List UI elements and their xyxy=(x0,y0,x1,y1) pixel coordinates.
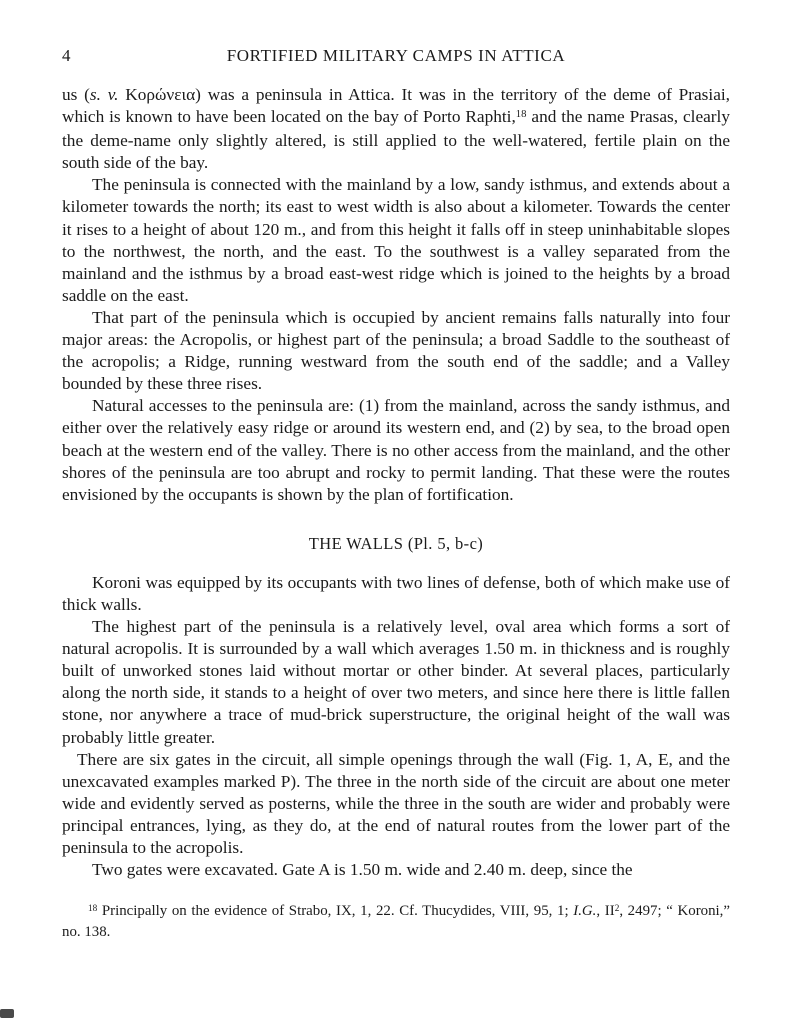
paragraph-2: The peninsula is connected with the mainland by a low, sandy isthmus, and extends about a kilometer towards the north; its east to west width is also about a kilometer. Towards the center it rises to a height of about 120 m., and from this height it falls off in steep uninhabitable slopes to the northwest, the north, and the east. To the southwest is a valley separated from the mainland and the isthmus by a broad east-west ridge which is joined to the heights by a broad saddle on the east. xyxy=(62,175,730,305)
footnote-superscript-2: 2 xyxy=(614,903,620,914)
scan-artifact xyxy=(0,1009,14,1018)
paragraph-4: Natural accesses to the peninsula are: (1) from the mainland, across the sandy isthmus, and either over the relatively easy ridge or around its western end, and (2) by sea, to the broad open beach at the western end of the valley. There is no other access from the mainland, and the other shores of the peninsula are too abrupt and rocky to permit landing. That these were the routes envisioned by the occupants is shown by the plan of fortification. xyxy=(62,396,730,504)
paragraph-6: The highest part of the peninsula is a relatively level, oval area which forms a sort of natural acropolis. It is surrounded by a wall which averages 1.50 m. in thickness and is roughly built of unworked stones laid without mortar or other binder. At several places, particularly along the north side, it stands to a height of over two meters, and since here there is little fallen stone, nor anywhere a trace of mud-brick superstructure, the original height of the wall was probably little greater. xyxy=(62,617,730,747)
footnote-text: Principally on the evidence of Strabo, IX, 1, 22. Cf. Thucydides, VIII, 95, 1; xyxy=(97,903,574,920)
section-heading-the-walls: THE WALLS (Pl. 5, b-c) xyxy=(308,533,484,553)
paragraph-1-text: Κορώνεια) was a peninsula in Attica. It was in the territory of the deme of Prasiai, which is known to have been located on the bay of Porto Raphti, xyxy=(62,85,730,127)
page-number: 4 xyxy=(62,46,71,65)
running-title: FORTIFIED MILITARY CAMPS IN ATTICA xyxy=(226,46,566,65)
footnote-18 xyxy=(62,902,730,942)
page-header xyxy=(62,46,730,68)
latin-abbreviation: s. v. xyxy=(89,85,119,104)
page-body xyxy=(62,84,730,881)
paragraph-7: There are six gates in the circuit, all simple openings through the wall (Fig. 1, A, E, and the unexcavated examples marked P). The three in the north side of the circuit are about one meter wide and evidently served as posterns, while the three in the south are wider and probably were principal entrances, lying, as they do, at the end of natural routes from the lower part of the peninsula to the acropolis. xyxy=(62,749,730,857)
footnote-text: , 2497; “ Koroni,” no. 138. xyxy=(62,903,731,940)
paragraph-3: That part of the peninsula which is occupied by ancient remains falls naturally into four major areas: the Acropolis, or highest part of the peninsula; a broad Saddle to the southeast of the acropolis; a Ridge, running westward from the south end of the saddle; and a Valley bounded by these three rises. xyxy=(62,307,730,394)
paragraph-8: Two gates were excavated. Gate A is 1.50 m. wide and 2.40 m. deep, since the xyxy=(92,860,633,880)
paragraph-5: Koroni was equipped by its occupants with two lines of defense, both of which make use of thick walls. xyxy=(62,572,730,614)
footnote-text: , II xyxy=(596,903,615,920)
footnote-citation-ig: I.G. xyxy=(573,903,597,920)
paragraph-1-text: us ( xyxy=(62,85,90,104)
footnote-section xyxy=(62,902,730,942)
footnote-reference-18: 18 xyxy=(515,108,527,121)
paragraph-1 xyxy=(62,84,730,174)
paragraph-1-text: and the name Prasas, clearly the deme-name only slightly altered, is still applied to the well-watered, fertile plain on the south side of the bay. xyxy=(62,107,730,173)
footnote-marker-18: 18 xyxy=(88,903,98,914)
